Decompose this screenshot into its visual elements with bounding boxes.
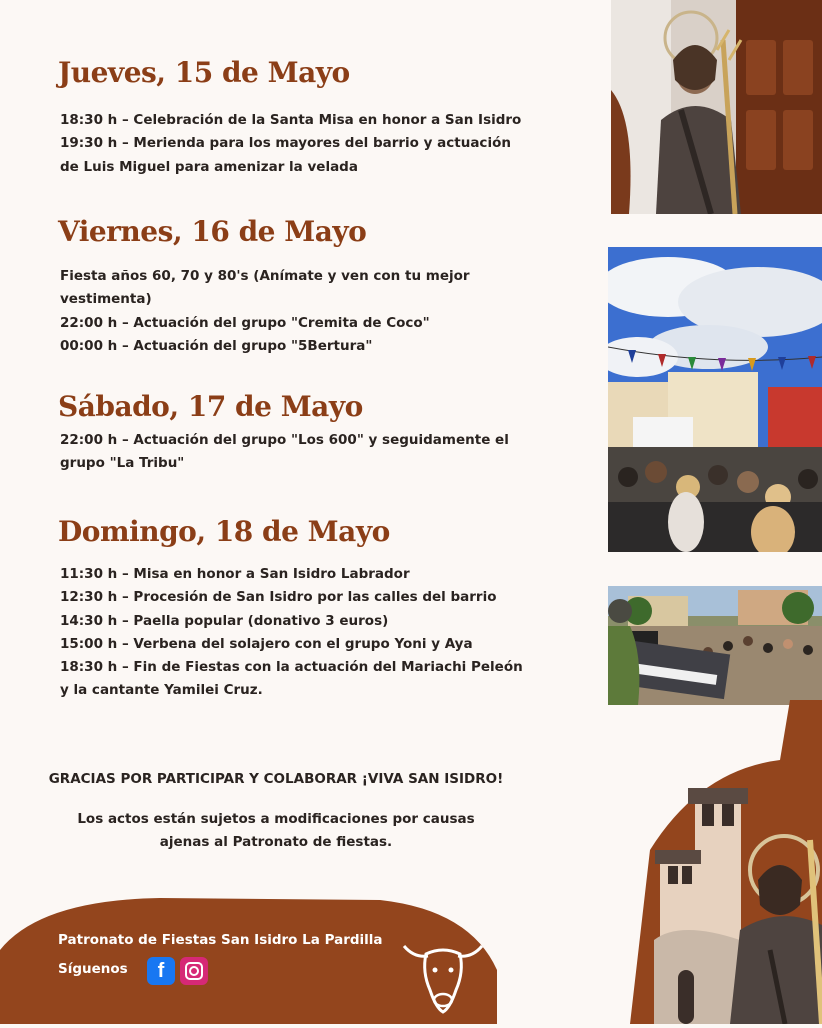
thanks-text: GRACIAS POR PARTICIPAR Y COLABORAR ¡VIVA SAN ISIDRO! bbox=[48, 771, 504, 787]
plaza-crowd-photo bbox=[608, 247, 822, 552]
disclaimer-note bbox=[0, 808, 552, 854]
church-saint-illustration bbox=[590, 700, 822, 1028]
day-title-domingo: Domingo, 18 de Mayo bbox=[58, 515, 390, 548]
day-title-jueves: Jueves, 15 de Mayo bbox=[58, 56, 350, 89]
event-line: 12:30 h – Procesión de San Isidro por las calles del barrio bbox=[60, 589, 497, 606]
event-line: 15:00 h – Verbena del solajero con el grupo Yoni y Aya bbox=[60, 635, 473, 652]
events-sabado bbox=[60, 429, 510, 476]
instagram-lens bbox=[189, 966, 199, 976]
event-line: de Luis Miguel para amenizar la velada bbox=[60, 158, 358, 175]
note-line: Los actos están sujetos a modificaciones por causas bbox=[77, 811, 475, 827]
facebook-icon[interactable]: f bbox=[147, 957, 175, 985]
event-line: vestimenta) bbox=[60, 291, 152, 308]
events-domingo bbox=[60, 563, 523, 703]
event-line: grupo "La Tribu" bbox=[60, 455, 185, 472]
verbena-photo bbox=[608, 586, 822, 705]
footer-title: Patronato de Fiestas San Isidro La Pardilla bbox=[58, 932, 383, 948]
follow-label: Síguenos bbox=[58, 961, 128, 977]
events-jueves bbox=[60, 109, 522, 179]
event-line: 11:30 h – Misa en honor a San Isidro Labrador bbox=[60, 566, 410, 582]
event-line: y la cantante Yamilei Cruz. bbox=[60, 682, 263, 699]
event-line: 22:00 h – Actuación del grupo "Los 600" y seguidamente el bbox=[60, 432, 509, 448]
day-title-viernes: Viernes, 16 de Mayo bbox=[58, 215, 367, 248]
bull-head-icon bbox=[400, 932, 486, 1018]
events-viernes bbox=[60, 265, 510, 358]
instagram-icon[interactable] bbox=[180, 957, 208, 985]
event-line: Fiesta años 60, 70 y 80's (Anímate y ven con tu mejor bbox=[60, 268, 470, 284]
event-line: 22:00 h – Actuación del grupo "Cremita de Coco" bbox=[60, 314, 430, 331]
day-title-sabado: Sábado, 17 de Mayo bbox=[58, 390, 363, 423]
event-line: 14:30 h – Paella popular (donativo 3 euros) bbox=[60, 612, 389, 629]
note-line: ajenas al Patronato de fiestas. bbox=[159, 834, 393, 850]
event-line: 19:30 h – Merienda para los mayores del barrio y actuación bbox=[60, 135, 511, 152]
saint-statue-photo bbox=[611, 0, 822, 214]
event-line: 18:30 h – Celebración de la Santa Misa en honor a San Isidro bbox=[60, 112, 522, 128]
event-line: 00:00 h – Actuación del grupo "5Bertura" bbox=[60, 337, 373, 354]
event-line: 18:30 h – Fin de Fiestas con la actuación del Mariachi Peleón bbox=[60, 659, 523, 676]
